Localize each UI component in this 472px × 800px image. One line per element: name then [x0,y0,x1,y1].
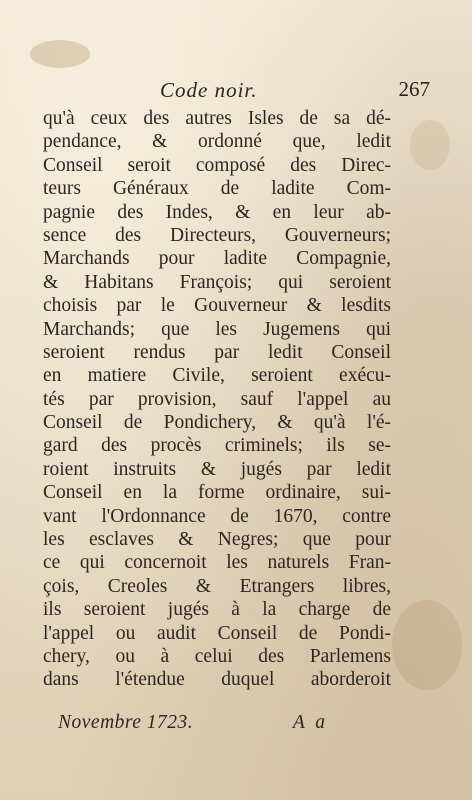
body-text [43,107,391,692]
paper-stain [30,40,90,68]
paper-stain [410,120,450,170]
text-line: roient instruits & jugés par ledit [43,458,391,480]
text-line: en matiere Civile, seroient exécu- [43,365,391,387]
signature-date: Novembre 1723. [58,712,194,733]
paper-stain [392,600,462,690]
text-line: qu'à ceux des autres Isles de sa dé- [43,108,391,129]
text-line: Marchands; que les Jugemens qui [43,318,391,340]
text-line: ce qui concernoit les naturels Fran- [43,552,391,574]
page-header [42,76,434,106]
text-line: Conseil de Pondichery, & qu'à l'é- [43,412,391,434]
text-line: choisis par le Gouverneur & lesdits [43,295,391,317]
page-footer [58,712,328,738]
text-line: teurs Généraux de ladite Com- [43,178,391,200]
text-line: vant l'Ordonnance de 1670, contre [43,505,391,527]
running-title: Code noir. [160,78,258,102]
signature-mark: A a [292,712,328,733]
text-line: chery, ou à celui des Parlemens [43,645,391,667]
text-line: çois, Creoles & Etrangers libres, [43,575,391,597]
text-line: & Habitans François; qui seroient [43,271,391,293]
text-line: tés par provision, sauf l'appel au [43,388,391,410]
text-line: Conseil en la forme ordinaire, sui- [43,482,391,504]
text-line: seroient rendus par ledit Conseil [43,341,391,363]
text-line: dans l'étendue duquel aborderoit [43,669,391,691]
text-line: gard des procès criminels; ils se- [43,435,391,457]
text-line: l'appel ou audit Conseil de Pondi- [43,622,391,644]
text-line: sence des Directeurs, Gouverneurs; [43,224,391,246]
page-number: 267 [398,77,430,101]
text-line: les esclaves & Negres; que pour [43,529,391,551]
text-line: ils seroient jugés à la charge de [43,599,391,621]
text-line: Marchands pour ladite Compagnie, [43,248,391,270]
text-line: pendance, & ordonné que, ledit [43,131,391,153]
text-line: pagnie des Indes, & en leur ab- [43,201,391,223]
text-line: Conseil seroit composé des Direc- [43,154,391,176]
